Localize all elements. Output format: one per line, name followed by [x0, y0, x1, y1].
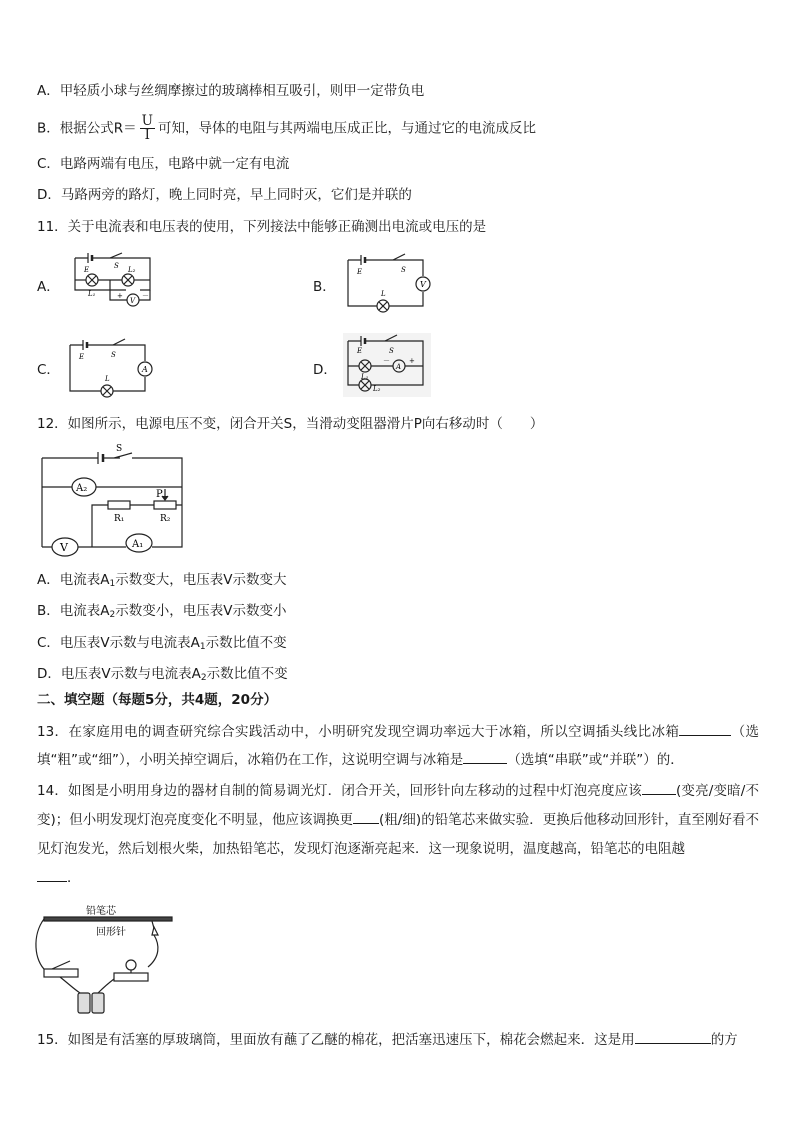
- label-s: S: [114, 262, 119, 270]
- label-e: E: [79, 353, 85, 361]
- option-11d-label: D．: [313, 362, 337, 378]
- dimmer-lamp-figure: [30, 905, 180, 1017]
- ammeter-a1-label: A₁: [132, 539, 144, 550]
- option-text: 示数变大，电压表V示数变大: [115, 572, 287, 588]
- answer-blank[interactable]: [642, 780, 676, 795]
- option-text: 示数比值不变: [206, 666, 288, 682]
- answer-blank[interactable]: [353, 809, 379, 824]
- subscript: 2: [200, 673, 207, 683]
- question-text: ．: [67, 870, 81, 886]
- subscript: 1: [199, 642, 206, 652]
- question-text: 13．在家庭用电的调查研究综合实践活动中，小明研究发现空调功率远大于冰箱，所以空调插头线比冰箱: [37, 724, 680, 740]
- answer-blank[interactable]: [37, 867, 67, 882]
- option-text: C．电压表V示数与电流表A: [37, 635, 200, 651]
- label-l2: L₂: [373, 385, 381, 393]
- option-text: 示数变小，电压表V示数变小: [115, 603, 287, 619]
- answer-blank[interactable]: [679, 721, 731, 736]
- ammeter-a2-label: A₂: [76, 483, 88, 494]
- label-plus: +: [409, 357, 415, 365]
- label-l1: L₁: [361, 373, 369, 381]
- label-l1: L₁: [88, 290, 96, 298]
- circuit-11a: [70, 250, 160, 310]
- option-text: B．电流表A: [37, 603, 110, 619]
- option-10c: C．电路两端有电压，电路中就一定有电流: [37, 156, 290, 172]
- slider-p-label: P: [156, 489, 163, 500]
- question-text: 14．如图是小明用身边的器材自制的简易调光灯．闭合开关，回形针向左移动的过程中灯泡亮度应该: [37, 783, 642, 799]
- pencil-lead-label: 铅笔芯: [86, 906, 116, 917]
- question-text: （选填“串联”或“并联”）的．: [507, 752, 684, 768]
- label-s: S: [389, 347, 394, 355]
- circuit-11d: [343, 333, 433, 399]
- resistor-r1-label: R₁: [114, 514, 125, 524]
- question-15: [37, 1029, 759, 1050]
- voltmeter-label: V: [60, 541, 68, 554]
- option-10d: D．马路两旁的路灯，晚上同时亮，早上同时灭，它们是并联的: [37, 187, 412, 203]
- answer-blank[interactable]: [463, 749, 507, 764]
- question-13: [37, 718, 759, 774]
- fraction-denominator: I: [144, 127, 151, 143]
- switch-label: S: [116, 444, 123, 454]
- fraction-numerator: U: [141, 113, 154, 129]
- option-11c-label: C．: [37, 362, 60, 378]
- question-text: 的方: [710, 1032, 738, 1048]
- option-10b-prefix: B．根据公式R＝: [37, 120, 137, 137]
- resistor-r2-label: R₂: [160, 514, 171, 524]
- circuit-11b: [343, 250, 433, 310]
- option-text: D．电压表V示数与电流表A: [37, 666, 201, 682]
- label-s: S: [401, 266, 406, 274]
- circuit-11c: [65, 333, 155, 393]
- label-e: E: [357, 268, 363, 276]
- label-e: E: [84, 266, 90, 274]
- question-text: （选填“粗”或“细”），小明关掉空调后，冰箱仍在工作，这说明空调与冰箱是: [37, 724, 759, 768]
- circuit-12: [40, 443, 190, 561]
- option-12b: [37, 601, 286, 625]
- ammeter-label: A: [396, 363, 402, 371]
- label-s: S: [111, 351, 116, 359]
- section-heading: 二、填空题（每题5分，共4题，20分）: [37, 692, 278, 708]
- label-l2: L₂: [128, 266, 136, 274]
- paperclip-label: 回形针: [96, 927, 126, 938]
- option-11a-label: A．: [37, 279, 60, 295]
- question-11-stem: 11．关于电流表和电压表的使用，下列接法中能够正确测出电流或电压的是: [37, 219, 487, 235]
- question-text: (粗/细)的铅笔芯来做实验．更换后他移动回形针，直至刚好看不见灯泡发光，然后划根火柴，加热铅笔芯，发现灯泡逐渐亮起来．这一现象说明，温度越高，铅笔芯的电阻越: [37, 812, 759, 857]
- label-minus: －: [383, 357, 390, 365]
- option-11b-label: B．: [313, 279, 336, 295]
- subscript: 1: [109, 579, 116, 589]
- option-text: 示数比值不变: [205, 635, 287, 651]
- ammeter-label: A: [142, 365, 148, 374]
- label-l: L: [105, 375, 110, 383]
- subscript: 2: [109, 610, 116, 620]
- option-12c: [37, 633, 287, 657]
- formula-fraction: [140, 115, 155, 142]
- label-plus: +: [117, 292, 123, 300]
- option-text: A．电流表A: [37, 572, 110, 588]
- question-12-stem: 12．如图所示，电源电压不变，闭合开关S，当滑动变阻器滑片P向右移动时（ ）: [37, 416, 544, 432]
- option-10a: A．甲轻质小球与丝绸摩擦过的玻璃棒相互吸引，则甲一定带负电: [37, 83, 425, 99]
- option-12a: [37, 570, 286, 594]
- option-10b: [37, 115, 536, 142]
- label-minus: －: [142, 292, 149, 300]
- voltmeter-label: V: [130, 297, 136, 305]
- option-12d: [37, 664, 288, 688]
- label-l: L: [381, 290, 386, 298]
- question-14: [37, 777, 759, 893]
- question-text: (变亮/变暗/不变)；但小明发现灯泡亮度变化不明显，他应该调换更: [37, 783, 759, 828]
- option-10b-suffix: 可知，导体的电阻与其两端电压成正比，与通过它的电流成反比: [158, 120, 537, 137]
- voltmeter-label: V: [420, 280, 426, 289]
- label-e: E: [357, 347, 363, 355]
- answer-blank[interactable]: [635, 1029, 711, 1044]
- question-text: 15．如图是有活塞的厚玻璃筒，里面放有蘸了乙醚的棉花，把活塞迅速压下，棉花会燃起来．这是用: [37, 1032, 635, 1048]
